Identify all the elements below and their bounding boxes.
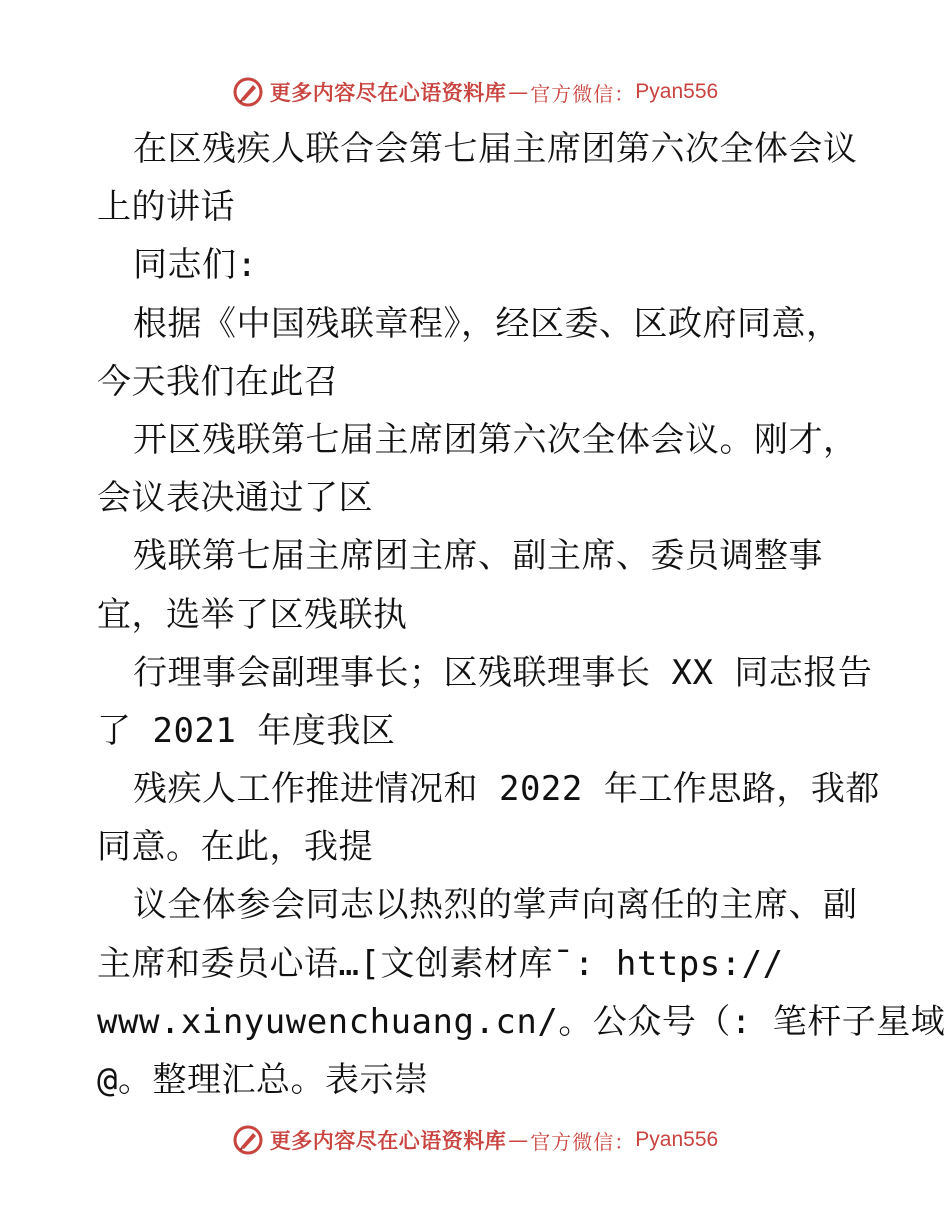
paragraph-line: 今天我们在此召 [97, 361, 339, 402]
paragraph-line: 残疾人工作推进情况和 2022 年工作思路，我都 [133, 769, 880, 810]
banner-wechat-label: 官方微信： [530, 1129, 636, 1154]
footer-watermark-banner [0, 1120, 950, 1160]
banner-separator: — [508, 1128, 529, 1152]
banner-wechat-label: 官方微信： [530, 81, 636, 106]
document-title-line: 上的讲话 [97, 187, 235, 228]
paragraph-line: 行理事会副理事长；区残联理事长 XX 同志报告 [133, 652, 873, 693]
banner-brand-text: 更多内容尽在心语资料库 [269, 80, 507, 105]
paragraph-line: 会议表决通过了区 [97, 478, 373, 519]
paragraph-line: 主席和委员心语…[文创素材库¯: https:// [97, 943, 784, 984]
paragraph-line: 议全体参会同志以热烈的掌声向离任的主席、副 [133, 885, 858, 926]
banner-brand-text: 更多内容尽在心语资料库 [269, 1128, 507, 1153]
paragraph-line: 开区残联第七届主席团第六次全体会议。刚才， [133, 419, 858, 460]
paragraph-line: 残联第七届主席团主席、副主席、委员调整事 [133, 536, 823, 577]
document-body [97, 120, 946, 1109]
pen-seal-logo-icon [232, 76, 264, 108]
pen-seal-logo-icon [232, 1124, 264, 1156]
document-title-line: 在区残疾人联合会第七届主席团第六次全体会议 [133, 129, 858, 169]
banner-wechat-id: Pyan556 [635, 1128, 719, 1151]
paragraph-line: 同意。在此，我提 [97, 827, 373, 868]
paragraph-line: 宜，选举了区残联执 [97, 594, 408, 635]
document-salutation: 同志们: [133, 245, 258, 286]
paragraph-line: 了 2021 年度我区 [97, 710, 396, 751]
paragraph-line: @。整理汇总。表示崇 [97, 1060, 429, 1100]
banner-separator: — [508, 80, 529, 104]
banner-wechat-id: Pyan556 [635, 80, 719, 103]
paragraph-line: www.xinyuwenchuang.cn/。公众号（: 笔杆子星域 [97, 1001, 946, 1042]
paragraph-line: 根据《中国残联章程》，经区委、区政府同意， [133, 303, 841, 344]
header-watermark-banner [0, 72, 950, 112]
